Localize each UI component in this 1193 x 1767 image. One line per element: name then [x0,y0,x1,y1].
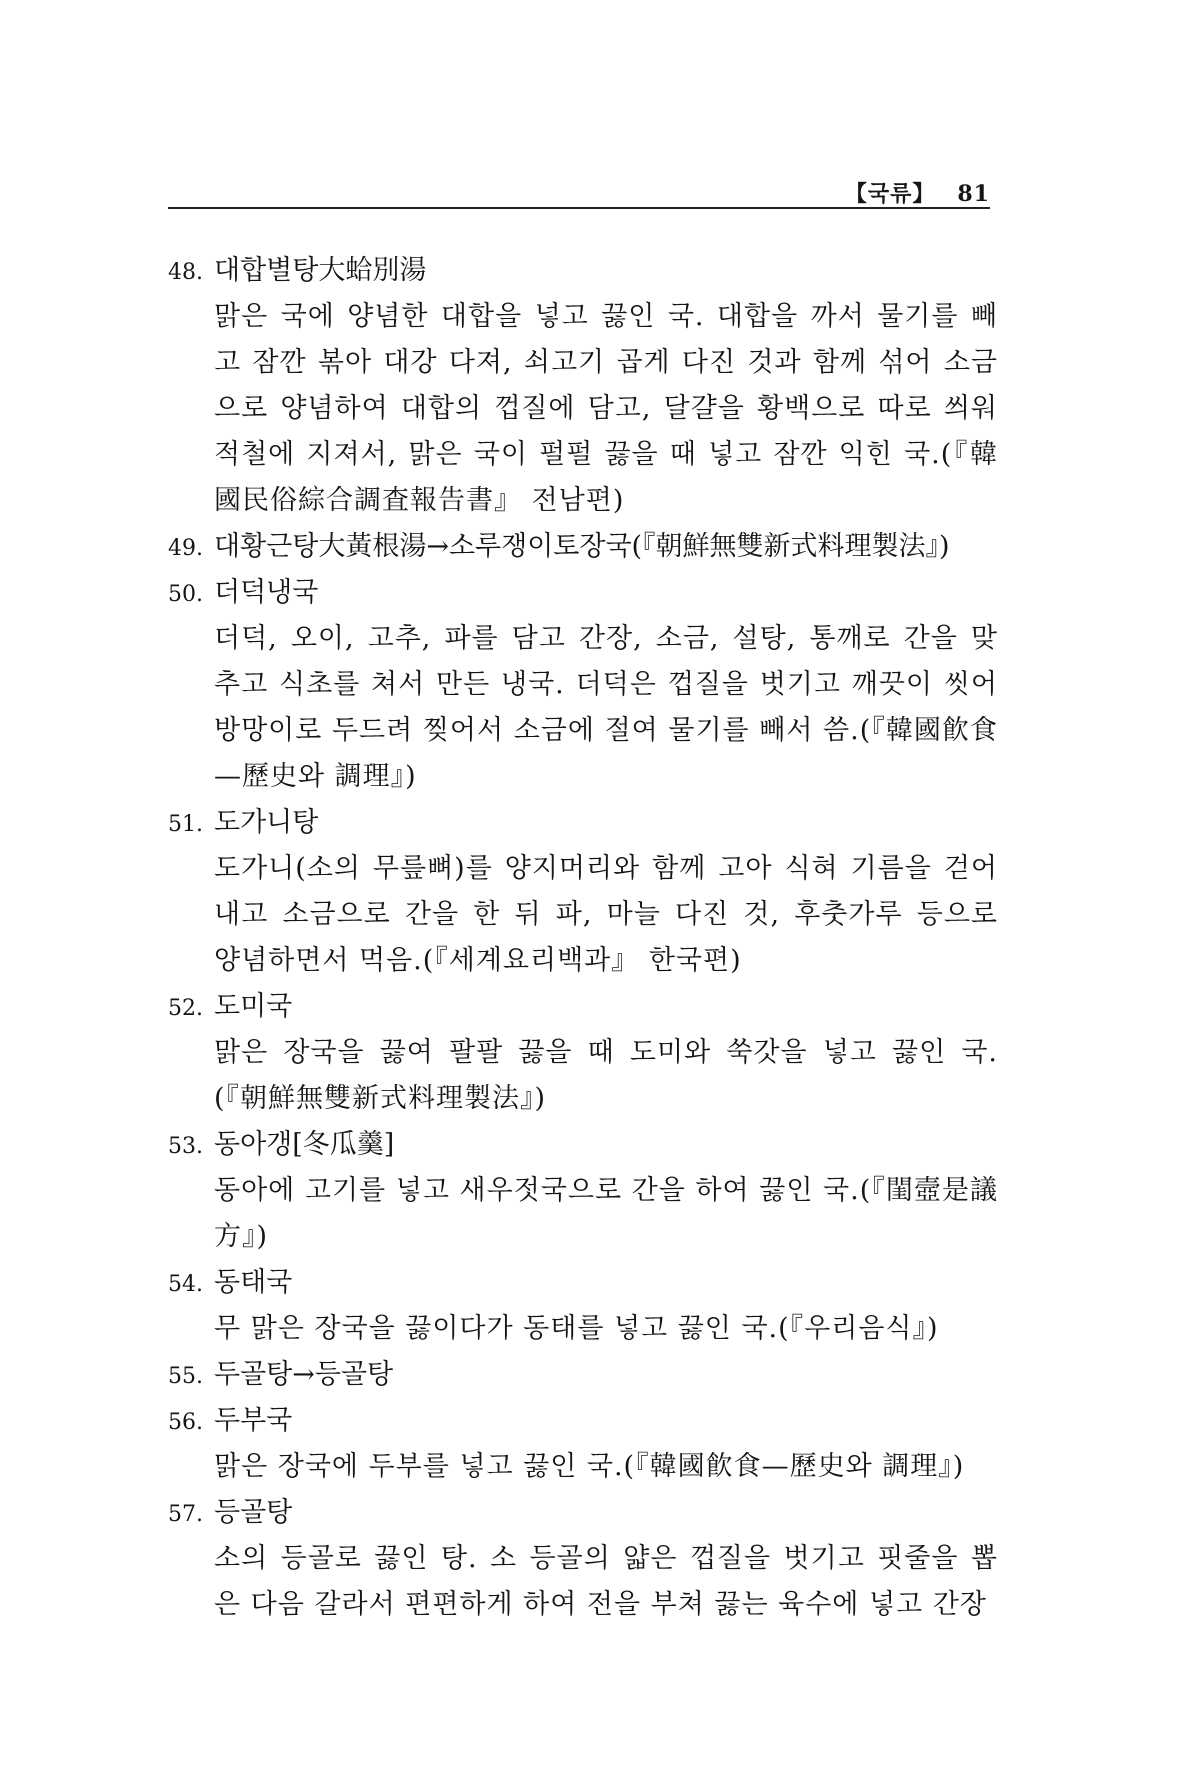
entry-title [168,1260,998,1306]
body-line: 으로 양념하여 대합의 껍질에 담고, 달걀을 황백으로 따로 씌워 [214,393,998,424]
entry-number: 56. [168,1410,203,1435]
entry-body [214,846,998,984]
entry-number: 53. [168,1134,203,1159]
section-label: 【국류】 [844,181,936,207]
body-line: 적철에 지져서, 맑은 국이 펄펄 끓을 때 넣고 잠깐 익힌 국.(『韓 [214,439,998,470]
page-number: 81 [957,181,990,207]
body-line: 방망이로 두드려 찢어서 소금에 절여 물기를 빼서 씀.(『韓國飮食 [214,715,998,746]
entry-title [168,1398,998,1444]
body-line: (『朝鮮無雙新式料理製法』) [214,1083,547,1114]
entry-heading: 더덕냉국 [214,577,319,608]
body-line: 추고 식초를 쳐서 만든 냉국. 더덕은 껍질을 벗기고 깨끗이 씻어 [214,669,998,700]
body-line: 무 맑은 장국을 끓이다가 동태를 넣고 끓인 국.(『우리음식』) [214,1313,939,1344]
entry-title [168,1490,998,1536]
entry [168,984,998,1122]
body-line: 동아에 고기를 넣고 새우젓국으로 간을 하여 끓인 국.(『閨壼是議 [214,1175,998,1206]
entry-number: 52. [168,996,203,1021]
body-line: 맑은 장국에 두부를 넣고 끓인 국.(『韓國飮食—歷史와 調理』) [214,1451,965,1482]
entry [168,1398,998,1490]
entry-body [214,1168,998,1260]
entry [168,248,998,524]
body-line: —歷史와 調理』) [214,761,417,792]
entry-number: 50. [168,582,203,607]
entry-number: 49. [168,536,203,561]
entry-heading: 등골탕 [214,1497,293,1528]
entry-title [168,1122,998,1168]
entry-heading: 대합별탕大蛤別湯 [214,255,427,286]
entry-body [214,1306,998,1352]
body-line: 國民俗綜合調査報告書』 전남편) [214,485,625,516]
running-header [168,178,990,210]
entry [168,1352,998,1398]
entry-heading: 동아갱[冬瓜羹] [214,1129,395,1160]
entry-body [214,294,998,524]
body-line: 은 다음 갈라서 편편하게 하여 전을 부쳐 끓는 육수에 넣고 간장 [214,1589,987,1620]
body-line: 도가니(소의 무릎뼈)를 양지머리와 함께 고아 식혀 기름을 걷어 [214,853,998,884]
body-line: 내고 소금으로 간을 한 뒤 파, 마늘 다진 것, 후춧가루 등으로 [214,899,998,930]
entry-title [168,1352,998,1398]
body-line: 양념하면서 먹음.(『세계요리백과』 한국편) [214,945,742,976]
entry-title [168,248,998,294]
entry-body [214,616,998,800]
entry-title [168,800,998,846]
body-line: 方』) [214,1221,269,1252]
body-line: 더덕, 오이, 고추, 파를 담고 간장, 소금, 설탕, 통깨로 간을 맞 [214,623,998,654]
entry-number: 48. [168,260,203,285]
entry-number: 51. [168,812,203,837]
body-line: 고 잠깐 볶아 대강 다져, 쇠고기 곱게 다진 것과 함께 섞어 소금 [214,347,998,378]
entry [168,1260,998,1352]
header-rule [168,207,990,209]
entry-title [168,570,998,616]
body-line: 소의 등골로 끓인 탕. 소 등골의 얇은 껍질을 벗기고 핏줄을 뽑 [214,1543,998,1574]
body-line: 맑은 국에 양념한 대합을 넣고 끓인 국. 대합을 까서 물기를 빼 [214,301,998,332]
entry-number: 57. [168,1502,203,1527]
entry-heading: 도가니탕 [214,807,319,838]
entry-body [214,1444,998,1490]
entry-heading: 대황근탕大黃根湯→소루쟁이토장국(『朝鮮無雙新式料理製法』) [214,531,950,562]
entry [168,1490,998,1628]
entry-number: 55. [168,1364,203,1389]
entry [168,800,998,984]
entry-heading: 두부국 [214,1405,293,1436]
entry-title [168,984,998,1030]
entry-heading: 두골탕→등골탕 [214,1359,394,1390]
body-line: 맑은 장국을 끓여 팔팔 끓을 때 도미와 쑥갓을 넣고 끓인 국. [214,1037,998,1068]
entry [168,570,998,800]
entry-body [214,1536,998,1628]
entry [168,524,998,570]
entry-heading: 도미국 [214,991,293,1022]
entry-list [168,248,998,1628]
entry-title [168,524,998,570]
entry [168,1122,998,1260]
entry-heading: 동태국 [214,1267,293,1298]
entry-number: 54. [168,1272,203,1297]
entry-body [214,1030,998,1122]
